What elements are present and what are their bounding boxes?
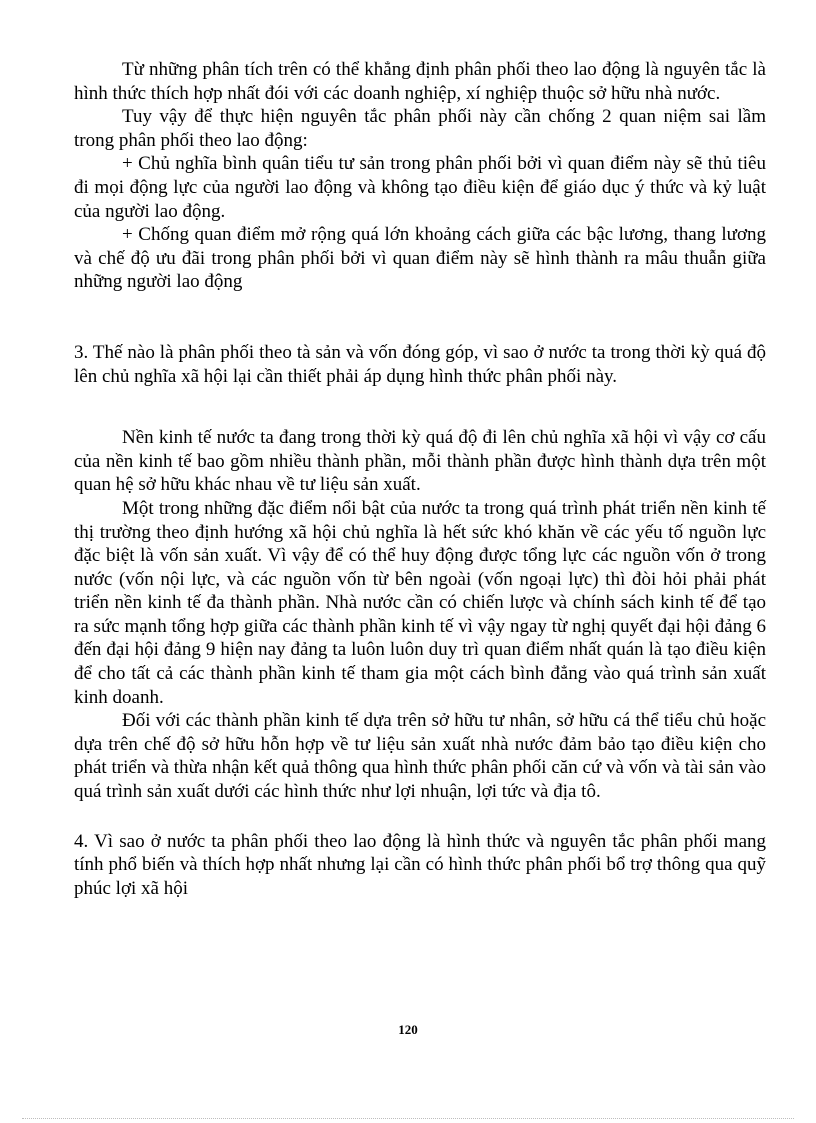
- bullet-paragraph: + Chủ nghĩa bình quân tiểu tư sản trong phân phối bởi vì quan điểm này sẽ thủ tiêu đi mọi động lực của người lao động và không tạo điều kiện để giáo dục ý thức và kỷ luật của người lao động.: [74, 153, 766, 222]
- document-page: [74, 58, 766, 900]
- page-number: 120: [398, 1022, 418, 1037]
- paragraph: Từ những phân tích trên có thể khẳng định phân phối theo lao động là nguyên tắc là hình thức thích hợp nhất đói với các doanh nghiệp, xí nghiệp thuộc sở hữu nhà nước.: [74, 59, 766, 104]
- bullet-paragraph: + Chống quan điểm mở rộng quá lớn khoảng cách giữa các bậc lương, thang lương và chế độ ưu đãi trong phân phối bởi vì quan điểm này sẽ hình thành ra mâu thuẫn giữa những người lao động: [74, 224, 766, 293]
- section-spacer: [74, 388, 766, 426]
- paragraph: Một trong những đặc điểm nổi bật của nước ta trong quá trình phát triển nền kinh tế thị trường theo định hướng xã hội chủ nghĩa là hết sức khó khăn về các yếu tố nguồn lực đặc biệt là vốn sản xuất. Vì vậy để có thể huy động được tổng lực các nguồn vốn ở trong nước (vốn nội lực, và các nguồn vốn từ bên ngoài (vốn ngoại lực) thì đòi hỏi phải phát triển nền kinh tế đa thành phần. Nhà nước cần có chiến lược và chính sách kinh tế để tạo ra sức mạnh tổng hợp giữa các thành phần kinh tế vì vậy ngay từ nghị quyết đại hội đảng 6 đến đại hội đảng 9 hiện nay đảng ta luôn luôn duy trì quan điểm nhất quán là tạo điều kiện để cho tất cả các thành phần kinh tế tham gia một cách bình đẳng vào quá trình sản xuất kinh doanh.: [74, 497, 766, 708]
- section-spacer: [74, 294, 766, 341]
- question-4-heading: 4. Vì sao ở nước ta phân phối theo lao động là hình thức và nguyên tắc phân phối mang tính phổ biến và thích hợp nhất nhưng lại cần có hình thức phân phối bổ trợ thông qua quỹ phúc lợi xã hội: [74, 830, 766, 899]
- question-3-heading: 3. Thế nào là phân phối theo tà sản và vốn đóng góp, vì sao ở nước ta trong thời kỳ quá độ lên chủ nghĩa xã hội lại cần thiết phải áp dụng hình thức phân phối này.: [74, 341, 766, 387]
- page-bottom-divider: [22, 1118, 794, 1119]
- paragraph: Nền kinh tế nước ta đang trong thời kỳ quá độ đi lên chủ nghĩa xã hội vì vậy cơ cấu của nền kinh tế bao gồm nhiều thành phần, mỗi thành phần được hình thành dựa trên một quan hệ sở hữu khác nhau về tư liệu sản xuất.: [74, 427, 766, 496]
- paragraph: Tuy vậy để thực hiện nguyên tắc phân phối này cần chống 2 quan niệm sai lầm trong phân phối theo lao động:: [74, 106, 766, 151]
- paragraph: Đối với các thành phần kinh tế dựa trên sở hữu tư nhân, sở hữu cá thể tiểu chủ hoặc dựa trên chế độ sở hữu hỗn hợp về tư liệu sản xuất nhà nước đảm bảo tạo điều kiện cho phát triển và thừa nhận kết quả thông qua hình thức phân phối căn cứ và vốn và tài sản vào quá trình sản xuất dưới các hình thức như lợi nhuận, lợi tức và địa tô.: [74, 710, 766, 803]
- section-spacer: [74, 804, 766, 830]
